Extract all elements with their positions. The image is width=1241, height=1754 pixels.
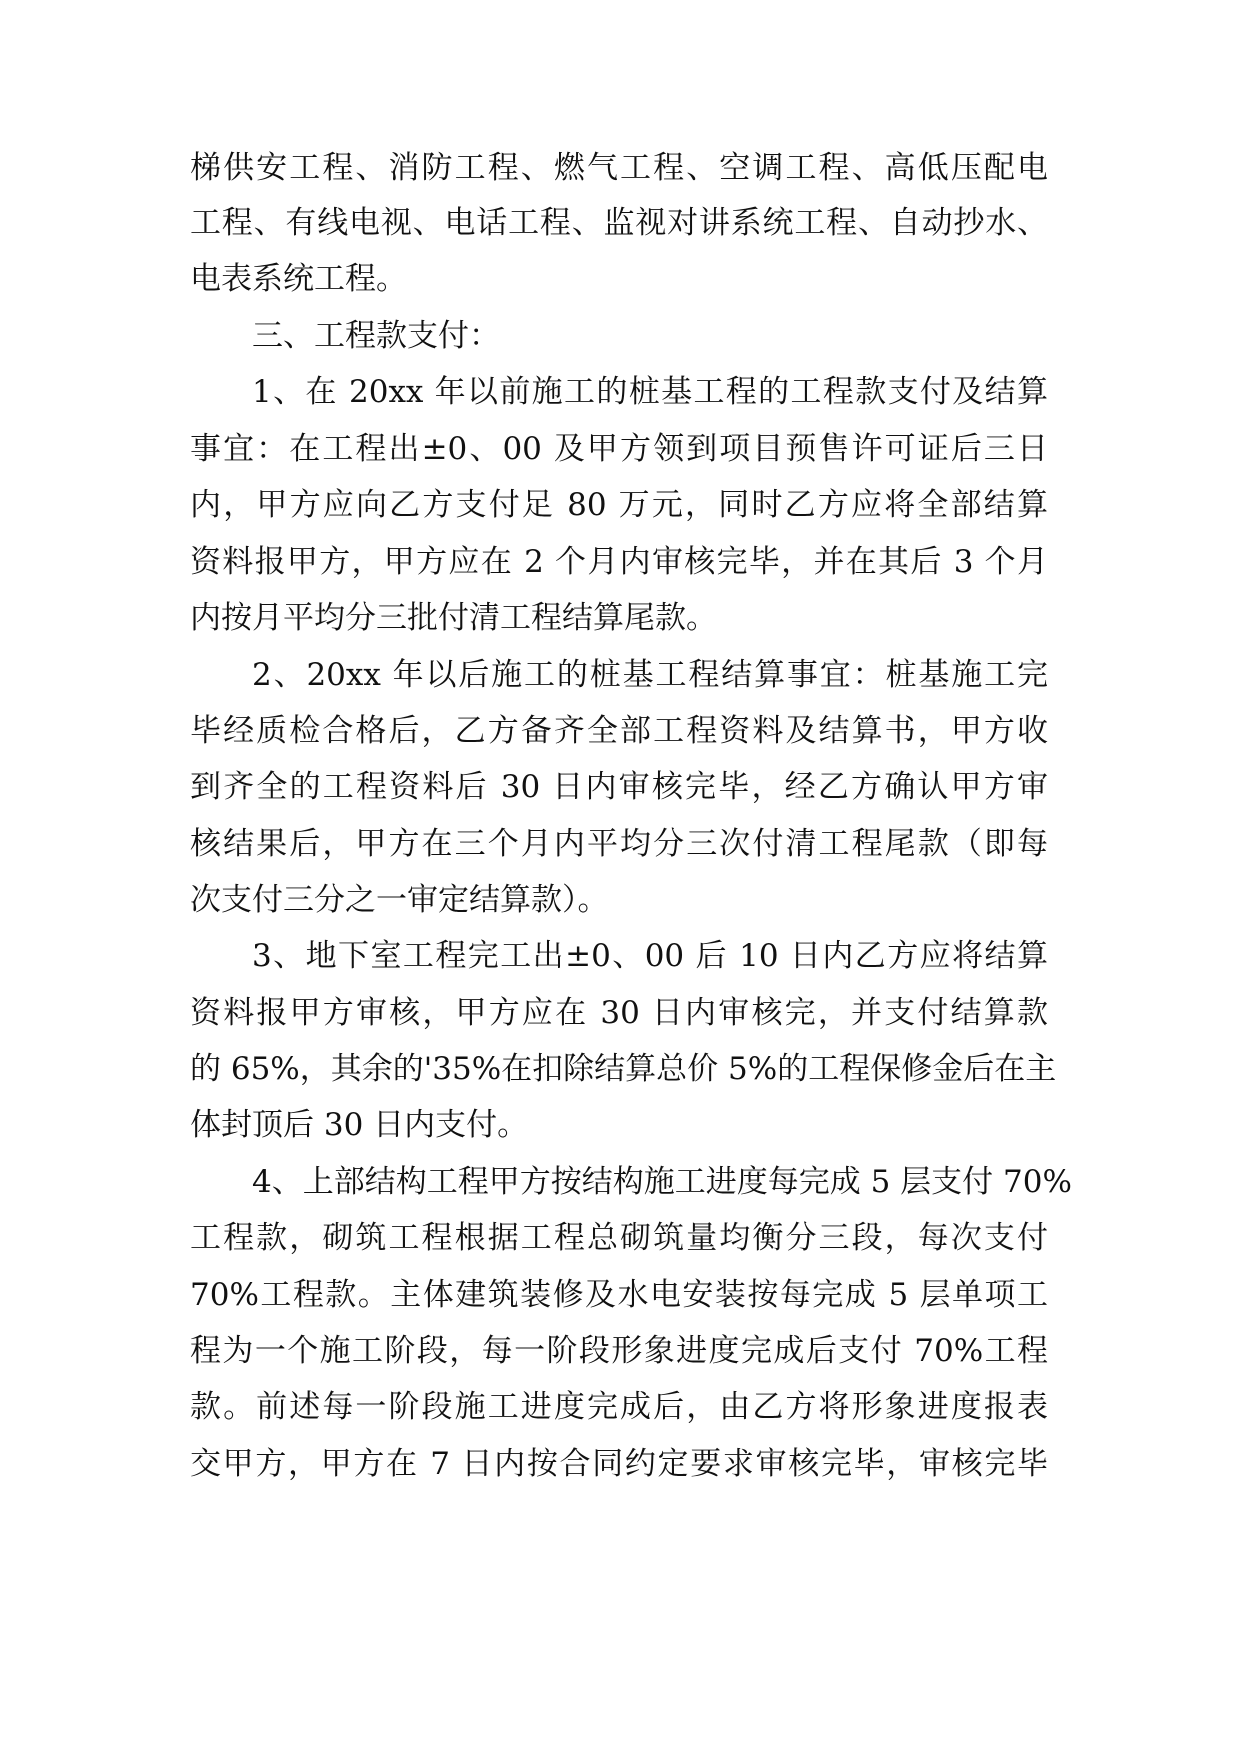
text-line: 体封顶后 30 日内支付。: [190, 1107, 529, 1143]
text-line: 事宜：在工程出±0、00 及甲方领到项目预售许可证后三日: [190, 431, 1048, 467]
text-line: 电表系统工程。: [190, 261, 407, 297]
text-line: 资料报甲方，甲方应在 2 个月内审核完毕，并在其后 3 个月: [190, 544, 1048, 580]
text-line: 1、在 20xx 年以前施工的桩基工程的工程款支付及结算: [252, 374, 1048, 410]
text-line: 毕经质检合格后，乙方备齐全部工程资料及结算书，甲方收: [190, 713, 1048, 749]
text-line: 款。前述每一阶段施工进度完成后，由乙方将形象进度报表: [190, 1389, 1048, 1425]
text-line: 3、地下室工程完工出±0、00 后 10 日内乙方应将结算: [252, 938, 1048, 974]
text-line: 工程、有线电视、电话工程、监视对讲系统工程、自动抄水、: [190, 205, 1048, 241]
text-line: 程为一个施工阶段，每一阶段形象进度完成后支付 70%工程: [190, 1333, 1048, 1369]
text-line: 核结果后，甲方在三个月内平均分三次付清工程尾款（即每: [190, 826, 1048, 862]
text-line: 内按月平均分三批付清工程结算尾款。: [190, 600, 717, 636]
section-heading: 三、工程款支付：: [252, 318, 500, 354]
text-line: 工程款，砌筑工程根据工程总砌筑量均衡分三段，每次支付: [190, 1220, 1048, 1256]
text-line: 梯供安工程、消防工程、燃气工程、空调工程、高低压配电: [190, 150, 1048, 186]
text-line: 次支付三分之一审定结算款）。: [190, 882, 609, 918]
text-line: 交甲方，甲方在 7 日内按合同约定要求审核完毕，审核完毕: [190, 1446, 1048, 1482]
text-line: 到齐全的工程资料后 30 日内审核完毕，经乙方确认甲方审: [190, 769, 1048, 805]
text-line: 的 65%，其余的'35%在扣除结算总价 5%的工程保修金后在主: [190, 1051, 1057, 1087]
text-line: 内，甲方应向乙方支付足 80 万元，同时乙方应将全部结算: [190, 487, 1048, 523]
text-line: 4、上部结构工程甲方按结构施工进度每完成 5 层支付 70%: [252, 1164, 1072, 1200]
text-line: 2、20xx 年以后施工的桩基工程结算事宜：桩基施工完: [252, 657, 1048, 693]
text-line: 资料报甲方审核，甲方应在 30 日内审核完，并支付结算款: [190, 995, 1048, 1031]
text-line: 70%工程款。主体建筑装修及水电安装按每完成 5 层单项工: [190, 1277, 1048, 1313]
